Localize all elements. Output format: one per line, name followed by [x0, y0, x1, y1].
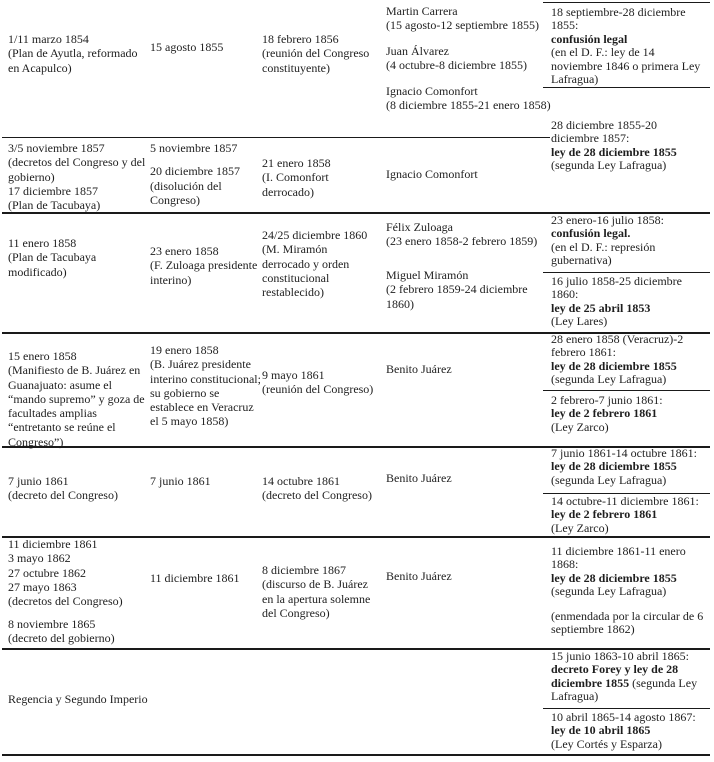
event-desc: (discurso de B. Juárez en la apertura solemne del Congreso): [262, 577, 371, 620]
cell-r2-c3: [262, 156, 378, 199]
legal-period: 28 enero 1858 (Veracruz)-2 febrero 1861:: [551, 332, 684, 360]
table-bottom-rule: [2, 754, 710, 756]
legal-law-name: confusión legal.: [551, 226, 631, 241]
president-entry: [386, 4, 558, 33]
event-desc: (B. Juárez presidente interino constitucional; su gobierno se establece en Veracruz el 5 mayo 1858): [150, 357, 261, 429]
event-desc: (I. Comonfort derrocado): [262, 170, 329, 199]
legal-cell: [551, 275, 706, 329]
legal-period: 2 febrero-7 junio 1861:: [551, 393, 663, 407]
legal-law-note: (Ley Zarco): [551, 419, 609, 434]
legal-law-note: (en el D. F.: ley de 14 noviembre 1846 o primera Ley Lafragua): [551, 45, 701, 87]
cell-r4-c3: [262, 368, 378, 397]
cell-r4-c2: [150, 343, 265, 429]
cell-r1-c1: [8, 32, 148, 75]
event-date: 19 enero 1858: [150, 343, 219, 357]
legal-cell: [551, 119, 706, 173]
president-entry: [386, 362, 558, 376]
legal-law-note: (segunda Ley Lafragua): [551, 158, 667, 173]
president-term: (23 enero 1858-2 febrero 1859): [386, 234, 538, 249]
event-date: 7 junio 1861: [8, 474, 69, 488]
legal-period: 23 enero-16 julio 1858:: [551, 213, 664, 227]
legal-law-note: (segunda Ley Lafragua): [551, 472, 667, 487]
legal-cell: [551, 214, 706, 268]
cell-r5-c3: [262, 474, 378, 503]
president-name: Ignacio Comonfort: [386, 167, 478, 181]
legal-law-note: (Ley Cortés y Esparza): [551, 736, 662, 751]
legal-cell: [551, 711, 706, 751]
president-entry: [386, 268, 558, 311]
event-date: 11 diciembre 1861: [150, 571, 240, 585]
col5-divider: [543, 708, 710, 709]
cell-r1-c3: [262, 32, 378, 75]
president-name: Benito Juárez: [386, 471, 452, 485]
event-date: 8 noviembre 1865: [8, 617, 96, 631]
president-term: (15 agosto-12 septiembre 1855): [386, 18, 539, 33]
legal-period: 11 diciembre 1861-11 enero 1868:: [551, 544, 686, 572]
event-date: 23 enero 1858: [150, 244, 219, 258]
cell-r7-c1: [8, 692, 308, 706]
event-date: 17 diciembre 1857: [8, 183, 98, 198]
event-date: 3/5 noviembre 1857: [8, 141, 105, 155]
event-date: 27 mayo 1863: [8, 579, 77, 594]
event-desc: (decretos del Congreso y del gobierno): [8, 155, 146, 184]
legal-law-name: ley de 28 diciembre 1855: [551, 570, 677, 585]
event-date: 9 mayo 1861: [262, 368, 325, 382]
legal-cell: [551, 545, 706, 636]
event-date: 21 enero 1858: [262, 156, 331, 170]
legal-law-name: ley de 10 abril 1865: [551, 723, 651, 738]
president-entry: [386, 84, 558, 113]
president-name: Benito Juárez: [386, 569, 452, 583]
president-name: Juan Álvarez: [386, 44, 449, 58]
legal-period: 28 diciembre 1855-20 diciembre 1857:: [551, 118, 657, 146]
event-date: 27 octubre 1862: [8, 565, 86, 580]
president-entry: [386, 569, 558, 583]
event-desc: (disolución del Congreso): [150, 178, 222, 207]
legal-period: 10 abril 1865-14 agosto 1867:: [551, 710, 696, 724]
event-date: 24/25 diciembre 1860: [262, 228, 368, 242]
legal-law-name: ley de 28 diciembre 1855: [551, 144, 677, 159]
event-desc: (M. Miramón derrocado y orden constitucional restablecido): [262, 242, 350, 300]
legal-law-note: (segunda Ley Lafragua): [551, 675, 698, 704]
legal-law-note: (segunda Ley Lafragua): [551, 372, 667, 387]
legal-period: 15 junio 1863-10 abril 1865:: [551, 649, 689, 663]
event-desc: (Plan de Tacubaya modificado): [8, 250, 97, 279]
event-date: 20 diciembre 1857: [150, 164, 240, 179]
legal-law-line: [551, 663, 706, 703]
legal-cell: [551, 650, 706, 704]
president-entry: [386, 44, 558, 73]
col5-divider: [543, 2, 710, 3]
president-entry: [386, 220, 558, 249]
president-term: (2 febrero 1859-24 diciembre 1860): [386, 282, 528, 311]
event-desc: (Plan de Ayutla, reformado en Acapulco): [8, 46, 138, 75]
event-desc: (reunión del Congreso): [262, 382, 374, 397]
legal-law-name: ley de 2 febrero 1861: [551, 406, 658, 421]
legal-amendment-note: (enmendada por la circular de 6 septiembre 1862): [551, 608, 704, 637]
period-label: Regencia y Segundo Imperio: [8, 692, 148, 706]
cell-r6-c1-decrees: [8, 537, 148, 608]
cell-r1-c2: [150, 40, 265, 54]
president-name: Ignacio Comonfort: [386, 84, 478, 98]
event-date: 1/11 marzo 1854: [8, 32, 89, 46]
cell-r2-c1: [8, 141, 148, 212]
president-term: (8 diciembre 1855-21 enero 1858): [386, 98, 551, 113]
event-date: 15 enero 1858: [8, 349, 77, 363]
legal-law-name: confusión legal: [551, 31, 628, 46]
event-desc: (Manifiesto de B. Juárez en Guanajuato: asume el “mando supremo” y goza de facultades amplias “entretanto se reúne el Congreso”): [8, 363, 145, 449]
legal-law-note: (en el D. F.: represión gubernativa): [551, 239, 656, 268]
event-desc: (reunión del Congreso constituyente): [262, 46, 370, 75]
event-date: 3 mayo 1862: [8, 551, 71, 566]
legal-law-name: ley de 28 diciembre 1855: [551, 358, 677, 373]
event-desc: (decretos del Congreso): [8, 594, 123, 609]
president-entry: [386, 471, 558, 485]
legal-cell: [551, 6, 706, 86]
legal-cell: [551, 495, 706, 535]
col5-divider: [543, 87, 710, 88]
legal-cell: [551, 447, 706, 487]
president-name: Martin Carrera: [386, 4, 458, 18]
cell-r2-c2: [150, 141, 265, 207]
event-desc: (decreto del gobierno): [8, 631, 115, 646]
president-entry: [386, 167, 558, 181]
legal-period: 14 octubre-11 diciembre 1861:: [551, 494, 699, 508]
legal-period: 7 junio 1861-14 octubre 1861:: [551, 446, 697, 460]
cell-r6-c2: [150, 571, 265, 585]
legal-cell: [551, 333, 706, 387]
col5-divider: [543, 272, 710, 273]
cell-r4-c1: [8, 349, 148, 449]
legal-law-name: decreto Forey y ley de 28 diciembre 1855: [551, 662, 679, 690]
president-name: Miguel Miramón: [386, 268, 469, 282]
president-name: Benito Juárez: [386, 362, 452, 376]
event-date: 18 febrero 1856: [262, 32, 339, 46]
event-desc: (decreto del Congreso): [262, 488, 372, 503]
event-date: 11 enero 1858: [8, 236, 77, 250]
legal-law-note: (segunda Ley Lafragua): [551, 584, 667, 599]
legal-period: 16 julio 1858-25 diciembre 1860:: [551, 274, 682, 302]
president-term: (4 octubre-8 diciembre 1855): [386, 58, 527, 73]
cell-r5-c1: [8, 474, 148, 503]
event-date: 7 junio 1861: [150, 474, 211, 488]
president-name: Félix Zuloaga: [386, 220, 453, 234]
legal-law-name: ley de 2 febrero 1861: [551, 507, 658, 522]
cell-r3-c3: [262, 228, 378, 299]
event-date: 5 noviembre 1857: [150, 141, 238, 155]
legal-cell: [551, 394, 706, 434]
event-date: 14 octubre 1861: [262, 474, 340, 488]
event-desc: (decreto del Congreso): [8, 488, 118, 503]
event-desc: (F. Zuloaga presidente interino): [150, 258, 258, 287]
cell-r6-c1-gov-decree: [8, 617, 148, 646]
cell-r3-c1: [8, 236, 148, 279]
row-divider-left: [2, 137, 550, 138]
cell-r3-c2: [150, 244, 265, 287]
col5-divider: [543, 390, 710, 391]
legal-law-note: (Ley Lares): [551, 314, 608, 329]
legal-law-name: ley de 28 diciembre 1855: [551, 459, 677, 474]
event-date: 15 agosto 1855: [150, 40, 224, 54]
event-date: 8 diciembre 1867: [262, 563, 346, 577]
legal-law-note: (Ley Zarco): [551, 520, 609, 535]
legal-period: 18 septiembre-28 diciembre 1855:: [551, 5, 686, 33]
event-desc: (Plan de Tacubaya): [8, 198, 101, 213]
cell-r6-c3: [262, 563, 378, 620]
event-date: 11 diciembre 1861: [8, 537, 98, 551]
legal-law-name: ley de 25 abril 1853: [551, 300, 651, 315]
cell-r5-c2: [150, 474, 265, 488]
